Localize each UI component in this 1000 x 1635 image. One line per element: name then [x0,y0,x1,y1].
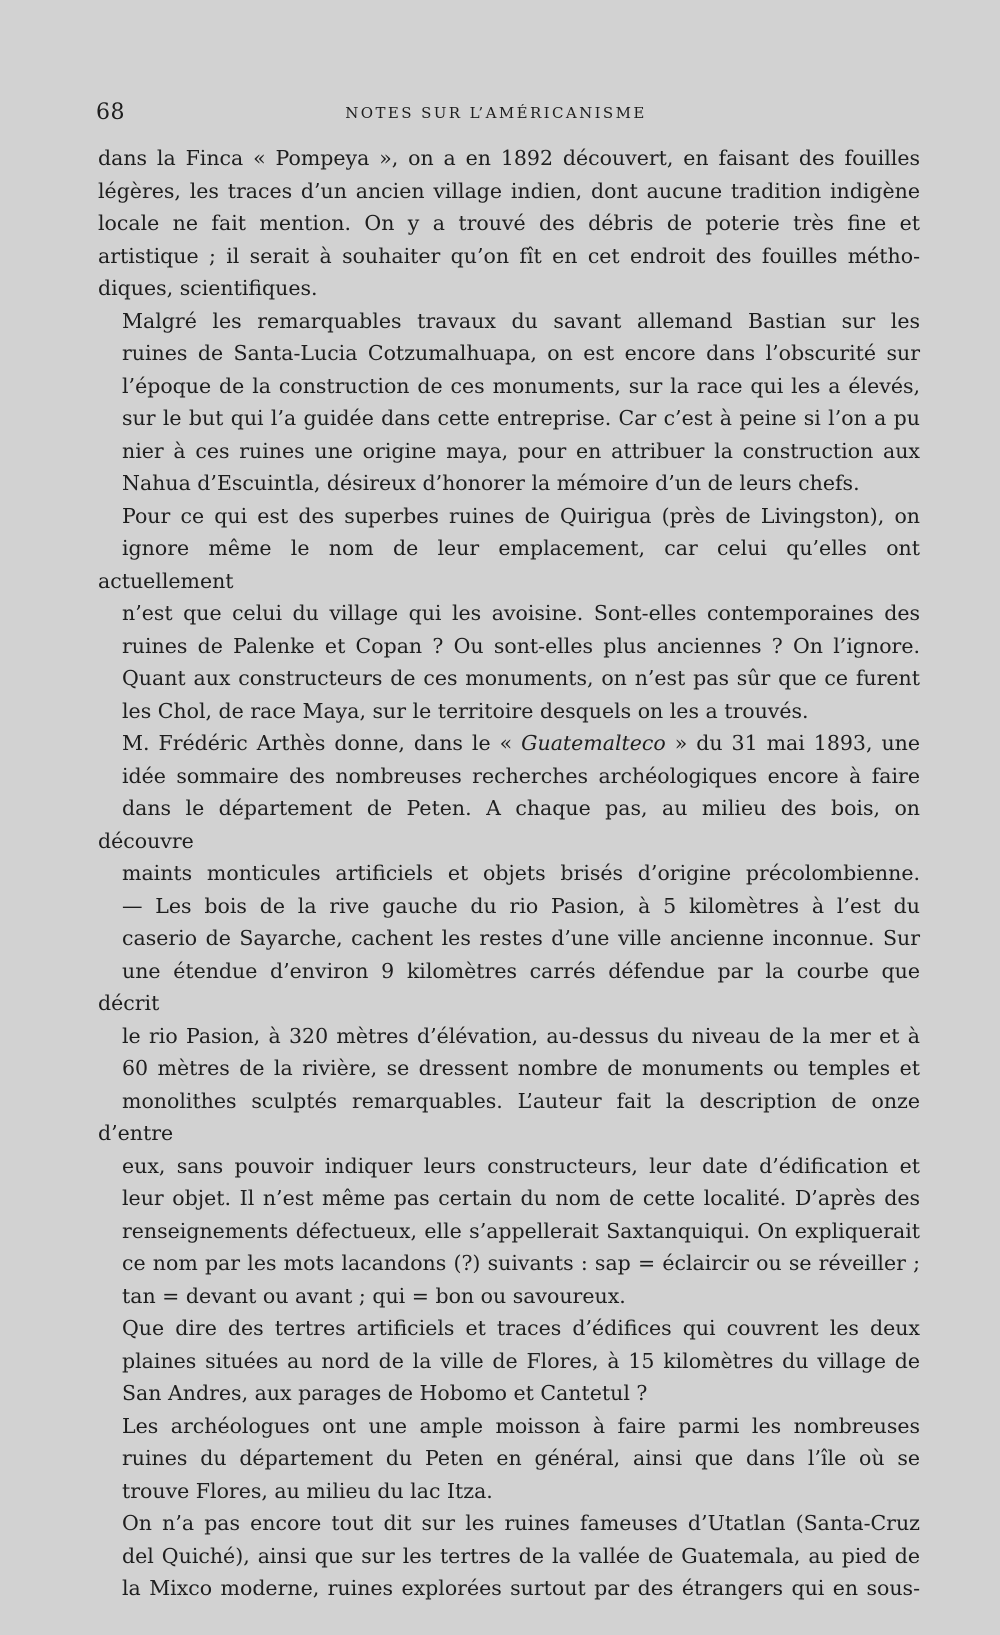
text-line: nier à ces ruines une origine maya, pour en attribuer la construction aux [122,438,920,463]
text-line: ruines de Palenke et Copan ? Ou sont-elles plus anciennes ? On l’ignore. [122,633,920,658]
text-line: Quant aux constructeurs de ces monuments, on n’est pas sûr que ce furent [122,666,920,690]
text-line: tan = devant ou avant ; qui = bon ou savoureux. [122,1283,626,1308]
text-line: les Chol, de race Maya, sur le territoire desquels on les a trouvés. [122,698,809,723]
page-number: 68 [96,100,125,125]
text-line: dans la Finca « Pompeya », on a en 1892 découvert, en faisant des fouilles [98,146,920,170]
text-line: l’époque de la construction de ces monuments, sur la race qui les a élevés, [122,373,920,398]
text-line: n’est que celui du village qui les avoisine. Sont-elles contemporaines des [122,601,920,625]
text-line: eux, sans pouvoir indiquer leurs constructeurs, leur date d’édification et [122,1153,920,1178]
text-segment: M. Frédéric Arthès donne, dans le « [122,731,513,755]
text-line-with-italic [98,727,920,760]
text-line: idée sommaire des nombreuses recherches archéologiques encore à faire [122,763,920,788]
paragraph-4 [98,727,920,1312]
text-line: le rio Pasion, à 320 mètres d’élévation, au-dessus du niveau de la mer et à [122,1023,920,1048]
text-line: del Quiché), ainsi que sur les tertres de la vallée de Guatemala, au pied de [122,1543,920,1568]
running-head [96,100,896,130]
text-line: caserio de Sayarche, cachent les restes d’une ville ancienne inconnue. Sur [122,926,920,950]
text-line: renseignements défectueux, elle s’appellerait Saxtanquiqui. On expliquerait [122,1218,920,1243]
text-line: On n’a pas encore tout dit sur les ruines fameuses d’Utatlan (Santa-Cruz [122,1511,920,1535]
text-line: artistique ; il serait à souhaiter qu’on fît en cet endroit des fouilles métho- [98,243,920,268]
text-segment: » du 31 mai 1893, une [674,731,920,755]
text-line: trouve Flores, au milieu du lac Itza. [122,1478,493,1503]
text-line: Pour ce qui est des superbes ruines de Quirigua (près de Livingston), on [122,503,920,528]
body-text [98,142,920,1605]
paragraph-6 [98,1410,920,1508]
text-line: leur objet. Il n’est même pas certain du nom de cette localité. D’après des [122,1186,920,1210]
text-line: plaines situées au nord de la ville de Flores, à 15 kilomètres du village de [122,1348,920,1373]
text-line: — Les bois de la rive gauche du rio Pasion, à 5 kilomètres à l’est du [122,893,920,918]
text-line: monolithes sculptés remarquables. L’auteur fait la description de onze d’entre [98,1088,920,1145]
text-line: locale ne fait mention. On y a trouvé des débris de poterie très fine et [98,211,920,235]
paragraph-1 [98,142,920,305]
paragraph-7 [98,1507,920,1605]
text-line: San Andres, aux parages de Hobomo et Cantetul ? [122,1381,648,1405]
text-line: Nahua d’Escuintla, désireux d’honorer la mémoire d’un de leurs chefs. [122,471,860,495]
text-line: une étendue d’environ 9 kilomètres carrés défendue par la courbe que décrit [98,958,920,1015]
text-line: légères, les traces d’un ancien village indien, dont aucune tradition indigène [98,178,920,203]
text-line: sur le but qui l’a guidée dans cette entreprise. Car c’est à peine si l’on a pu [122,406,920,430]
text-line: Les archéologues ont une ample moisson à faire parmi les nombreuses [122,1413,920,1438]
text-line: ignore même le nom de leur emplacement, car celui qu’elles ont actuellement [98,536,920,593]
text-line: 60 mètres de la rivière, se dressent nombre de monuments ou temples et [122,1056,920,1080]
text-line: maints monticules artificiels et objets brisés d’origine précolombienne. [122,861,920,885]
publication-title: Guatemalteco [521,731,666,755]
running-title: NOTES SUR L’AMÉRICANISME [345,104,647,122]
text-line: la Mixco moderne, ruines explorées surtout par des étrangers qui en sous- [122,1576,920,1600]
text-line: Malgré les remarquables travaux du savant allemand Bastian sur les [122,308,920,333]
text-line: ruines de Santa-Lucia Cotzumalhuapa, on est encore dans l’obscurité sur [122,341,920,365]
paragraph-5 [98,1312,920,1410]
text-line: dans le département de Peten. A chaque pas, au milieu des bois, on découvre [98,796,920,853]
text-line: diques, scientifiques. [98,276,318,300]
paragraph-3 [98,500,920,728]
text-line: ce nom par les mots lacandons (?) suivants : sap = éclaircir ou se réveiller ; [122,1251,920,1275]
paragraph-2 [98,305,920,500]
text-line: Que dire des tertres artificiels et traces d’édifices qui couvrent les deux [122,1316,920,1340]
text-line: ruines du département du Peten en général, ainsi que dans l’île où se [122,1446,920,1470]
